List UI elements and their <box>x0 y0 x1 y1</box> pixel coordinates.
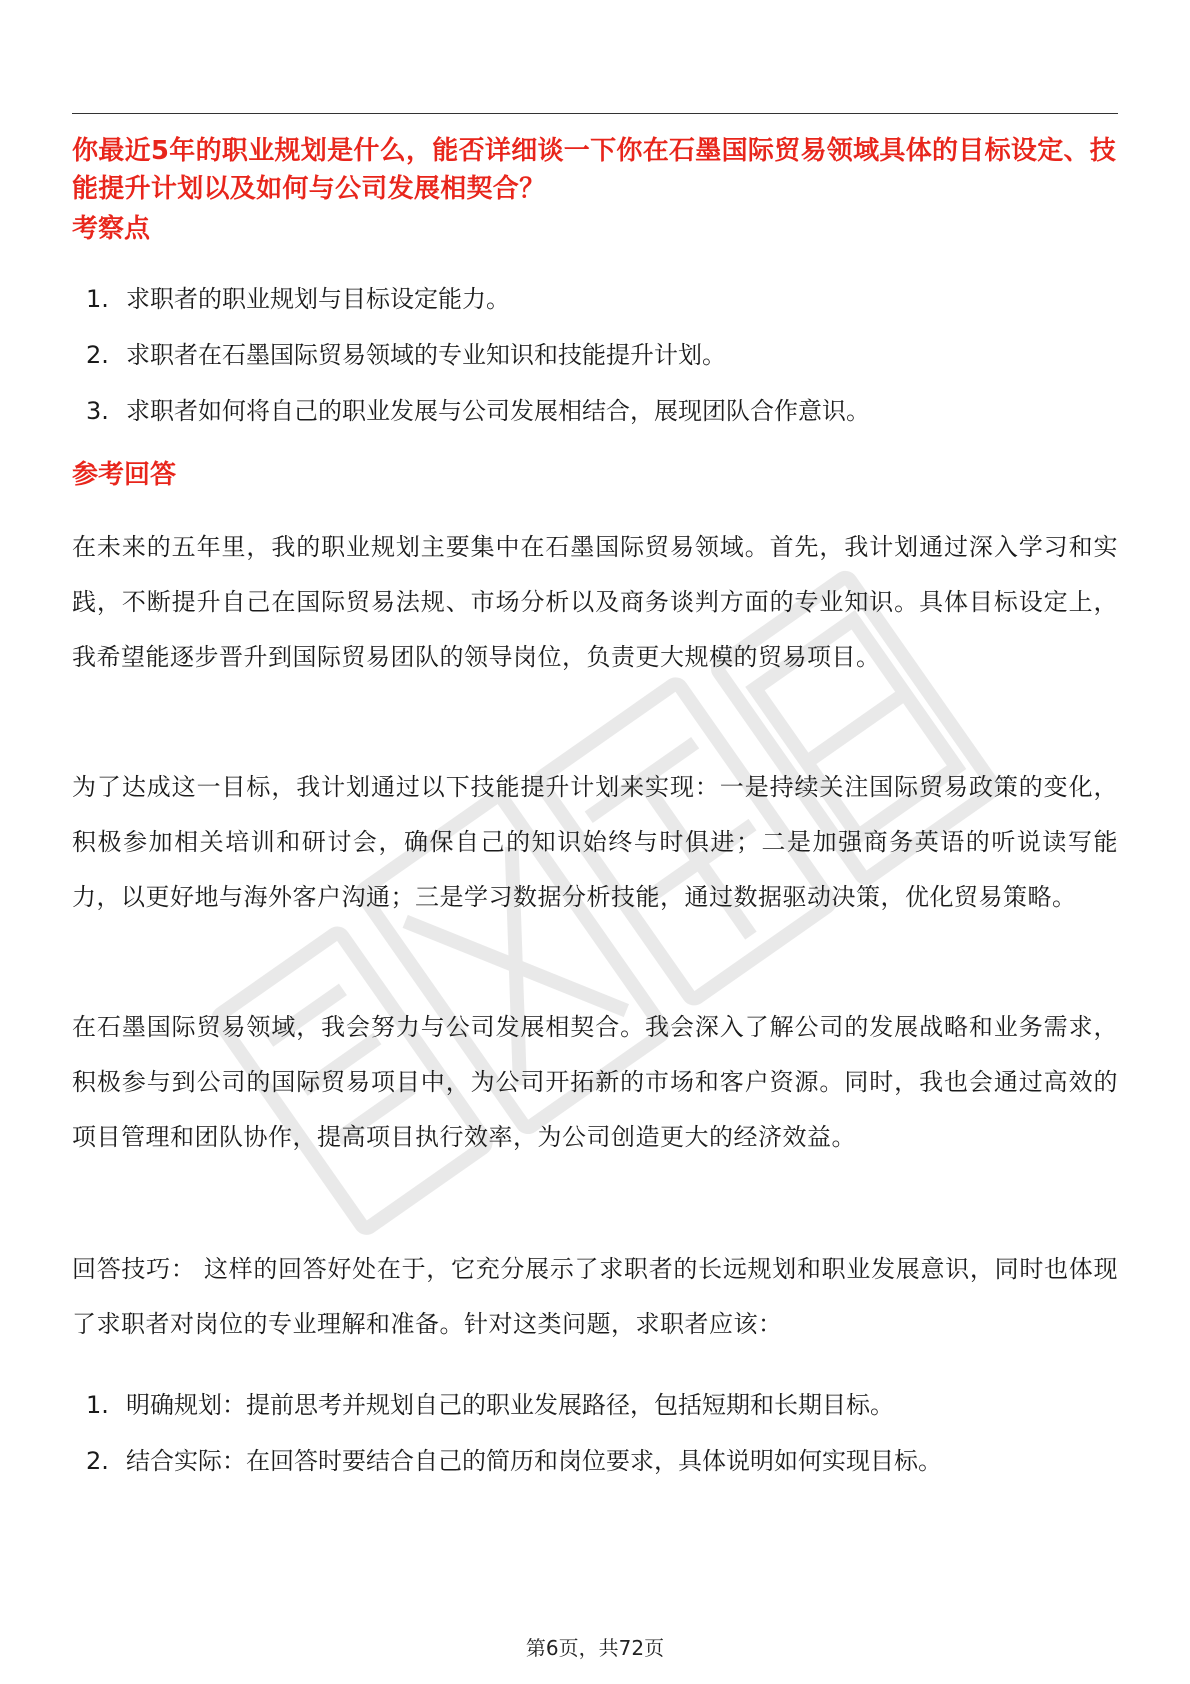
focus-heading: 考察点 <box>72 214 151 244</box>
top-divider <box>72 113 1118 114</box>
tips-paragraph: 回答技巧： 这样的回答好处在于，它充分展示了求职者的长远规划和职业发展意识，同时也体现了求职者对岗位的专业理解和准备。针对这类问题，求职者应该： <box>72 1255 1118 1338</box>
page-footer: 第6页，共72页 <box>525 1636 665 1660</box>
list-number: 1. <box>86 1391 109 1419</box>
list-number: 3. <box>86 397 109 425</box>
focus-list <box>86 282 1116 428</box>
list-text: 求职者的职业规划与目标设定能力。 <box>126 285 510 313</box>
answer-heading: 参考回答 <box>72 460 177 490</box>
tips-list <box>86 1388 1116 1478</box>
list-item <box>86 338 1116 372</box>
answer-paragraph: 在石墨国际贸易领域，我会努力与公司发展相契合。我会深入了解公司的发展战略和业务需求，积极参与到公司的国际贸易项目中，为公司开拓新的市场和客户资源。同时，我也会通过高效的项目管理和团队协作，提高项目执行效率，为公司创造更大的经济效益。 <box>72 1013 1118 1151</box>
list-item <box>86 282 1116 316</box>
list-text: 明确规划：提前思考并规划自己的职业发展路径，包括短期和长期目标。 <box>126 1391 894 1419</box>
list-item <box>86 394 1116 428</box>
list-text: 求职者如何将自己的职业发展与公司发展相结合，展现团队合作意识。 <box>126 397 870 425</box>
question-title: 你最近5年的职业规划是什么，能否详细谈一下你在石墨国际贸易领域具体的目标设定、技能提升计划以及如何与公司发展相契合？ <box>72 136 1117 204</box>
list-number: 2. <box>86 1447 109 1475</box>
answer-paragraph: 为了达成这一目标，我计划通过以下技能提升计划来实现：一是持续关注国际贸易政策的变化，积极参加相关培训和研讨会，确保自己的知识始终与时俱进；二是加强商务英语的听说读写能力，以更好地与海外客户沟通；三是学习数据分析技能，通过数据驱动决策，优化贸易策略。 <box>72 773 1118 911</box>
list-number: 1. <box>86 285 109 313</box>
answer-paragraph: 在未来的五年里，我的职业规划主要集中在石墨国际贸易领域。首先，我计划通过深入学习和实践，不断提升自己在国际贸易法规、市场分析以及商务谈判方面的专业知识。具体目标设定上，我希望能逐步晋升到国际贸易团队的领导岗位，负责更大规模的贸易项目。 <box>72 533 1118 671</box>
list-item <box>86 1388 1116 1422</box>
list-text: 结合实际：在回答时要结合自己的简历和岗位要求，具体说明如何实现目标。 <box>126 1447 942 1475</box>
list-item <box>86 1444 1116 1478</box>
list-text: 求职者在石墨国际贸易领域的专业知识和技能提升计划。 <box>126 341 726 369</box>
list-number: 2. <box>86 341 109 369</box>
